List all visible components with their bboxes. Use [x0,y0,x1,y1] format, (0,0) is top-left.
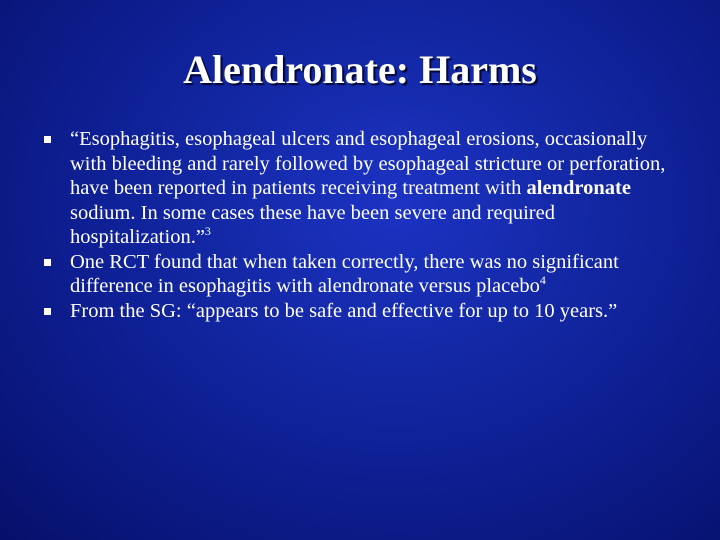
bullet-text [70,300,617,322]
slide-title: Alendronate: Harms [183,47,537,92]
citation-superscript: 3 [204,224,211,238]
bullet-text [70,128,665,248]
bullet-list [44,127,684,323]
bullet-item [44,250,684,299]
bullet-bold-term: alendronate [526,177,631,199]
bullet-item [44,127,684,250]
bullet-text-part: sodium. In some cases these have been severe and required hospitalization.” [70,201,555,248]
bullet-text [70,251,619,298]
bullet-text-part: One RCT found that when taken correctly, there was no significant difference in esophagitis with alendronate versus placebo [70,250,619,297]
bullet-text-part: From the SG: “appears to be safe and effective for up to 10 years.” [70,299,618,322]
square-bullet-icon [44,259,51,266]
citation-superscript: 4 [539,273,546,287]
square-bullet-icon [44,308,51,315]
bullet-item [44,299,684,324]
bullet-text-part: “Esophagitis, esophageal ulcers and esophageal erosions, occasionally with bleeding and rarely followed by esophageal stricture or perforation, have been reported in patients receiving treatment with [70,128,666,199]
square-bullet-icon [44,136,51,143]
